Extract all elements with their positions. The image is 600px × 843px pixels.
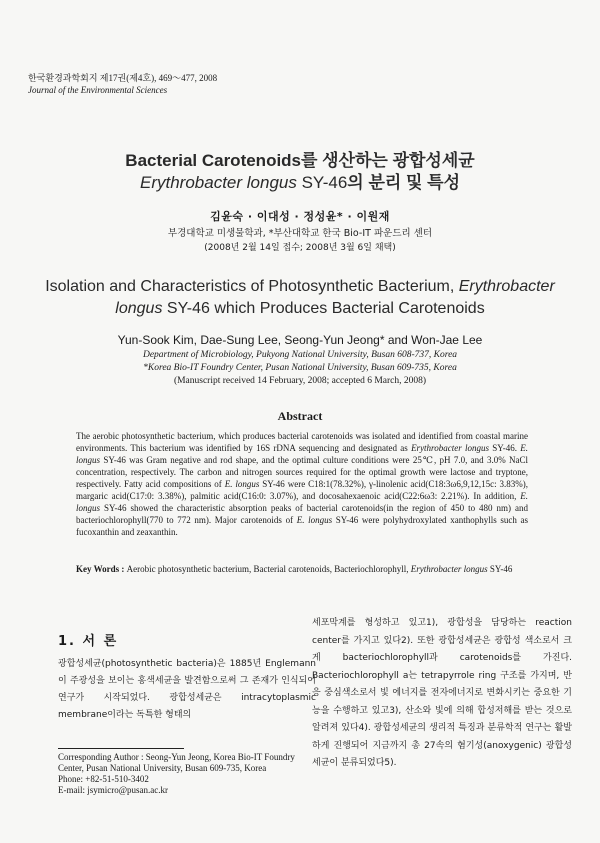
footnote-phone: Phone: +82-51-510-3402 (58, 774, 149, 784)
title-en-genus: Erythrobacter (458, 278, 555, 295)
intro-paragraph-left: 광합성세균(photosynthetic bacteria)은 1885년 Englemann이 주광성을 보이는 홍색세균을 발견함으로써 그 존재가 인식되어 연구가 시작되었다. 광합성세균은 intracytoplasmic membrane이라는 독특한 형태의 (58, 659, 316, 720)
affiliation-en-2: *Korea Bio-IT Foundry Center, Pusan National University, Busan 609-735, Korea (143, 363, 457, 373)
keywords (76, 563, 528, 575)
title-kr-line2 (0, 168, 600, 193)
abstract-text-5: SY-46 showed the characteristic absorption peaks of bacterial carotenoids(in the region of 450 to 480 nm) and bacteriochlorophyll(770 to 772 nm). Major carotenoids of (76, 503, 528, 525)
journal-name-en: Journal of the Environmental Sciences (28, 85, 168, 95)
title-en-line1 (20, 276, 580, 298)
body-column-left (58, 656, 316, 724)
journal-header (28, 72, 217, 96)
dates-kr: (2008년 2월 14일 접수; 2008년 3월 6일 채택) (204, 243, 396, 253)
abstract-body (76, 430, 528, 538)
title-en-species: longus (115, 300, 163, 317)
footnote (58, 752, 308, 796)
abstract-species-3: E. longus (224, 479, 260, 489)
footnote-email: E-mail: jsymicro@pusan.ac.kr (58, 785, 169, 795)
keywords-text: Aerobic photosynthetic bacterium, Bacterial carotenoids, Bacteriochlorophyll, (126, 564, 411, 574)
abstract-text-2: SY-46. (488, 443, 521, 453)
affiliation-kr: 부경대학교 미생물학과, *부산대학교 한국 Bio-IT 파운드리 센터 (167, 228, 433, 239)
title-en-pre: Isolation and Characteristics of Photosynthetic Bacterium, (45, 278, 459, 295)
title-kr-rest: 의 분리 및 특성 (347, 173, 460, 192)
title-kr-strain: SY-46 (296, 173, 348, 192)
abstract-heading: Abstract (277, 409, 323, 423)
dates-en: (Manuscript received 14 February, 2008; accepted 6 March, 2008) (173, 376, 427, 386)
abstract-text-6: SY-46 were polyhydroxylated xanthophylls such as fucoxanthin and zeaxanthin. (76, 515, 528, 537)
affiliation-en-1: Department of Microbiology, Pukyong National University, Busan 608-737, Korea (142, 350, 458, 360)
abstract-text-4: SY-46 were C18:1(78.32%), γ-linolenic acid(C18:3ω6,9,12,15c: 3.83%), margaric acid(C17:0: 3.38%), palmitic acid(C16:0: 3.07%), and docosahexaenoic acid(C22:6ω3: 2.21%). In addition, (76, 479, 528, 501)
footnote-divider (58, 748, 184, 749)
keywords-strain: SY-46 (487, 564, 513, 574)
abstract-species-1: Erythrobacter longus (411, 443, 489, 453)
abstract-species-4: E. longus (76, 491, 528, 513)
section-heading-introduction: 1. 서 론 (58, 634, 119, 649)
keywords-label: Key Words : (76, 564, 127, 574)
journal-citation-kr: 한국환경과학회지 제17권(제4호), 469～477, 2008 (28, 73, 218, 83)
abstract-text-1: The aerobic photosynthetic bacterium, which produces bacterial carotenoids was isolated and identified from coastal marine environments. This bacterium was identified by 16S rDNA sequencing and designated as (76, 431, 528, 453)
keywords-species: Erythrobacter longus (410, 564, 488, 574)
title-en-line2 (20, 298, 580, 320)
title-en-rest: SY-46 which Produces Bacterial Carotenoids (162, 300, 485, 317)
body-column-right (312, 615, 572, 773)
abstract-text-3: SY-46 was Gram negative and rod shape, and the optimal culture conditions were 25℃, pH 7.0, and 3.0% NaCl concentration, respectively. The carbon and nitrogen sources required for the optimal growth were lactose and tryptone, respectively. Fatty acid compositions of (76, 455, 528, 489)
abstract-species-2: E. longus (76, 443, 528, 465)
authors-en: Yun-Sook Kim, Dae-Sung Lee, Seong-Yun Jeong* and Won-Jae Lee (117, 333, 483, 347)
footnote-author: Corresponding Author : Seong-Yun Jeong, Korea Bio-IT Foundry Center, Pusan National University, Busan 609-735, Korea (58, 752, 295, 773)
authors-kr: 김윤숙 · 이대성 · 정성윤* · 이원재 (210, 210, 390, 223)
title-kr-line1: Bacterial Carotenoids를 생산하는 광합성세균 (125, 151, 475, 170)
title-kr-species: Erythrobacter longus (140, 173, 297, 192)
abstract-species-5: E. longus (296, 515, 333, 525)
intro-paragraph-right: 세포막계를 형성하고 있고1), 광합성을 담당하는 reaction center를 가지고 있다2). 또한 광합성세균은 광합성 색소로서 크게 bacteriochlorophyll과 carotenoids를 가진다. Bacteriochlorophyll a는 tetrapyrrole ring 구조를 가지며, 반응 중심색소로서 빛 에너지를 전자에너지로 변화시키는 중요한 기능을 수행하고 있고3), 산소와 빛에 의해 합성저해를 받는 것으로 알려져 있다4). 광합성세균의 생리적 특징과 분류학적 연구는 활발하게 진행되어 지금까지 총 27속의 혐기성(anoxygenic) 광합성세균이 분류되었다5). (312, 618, 572, 768)
